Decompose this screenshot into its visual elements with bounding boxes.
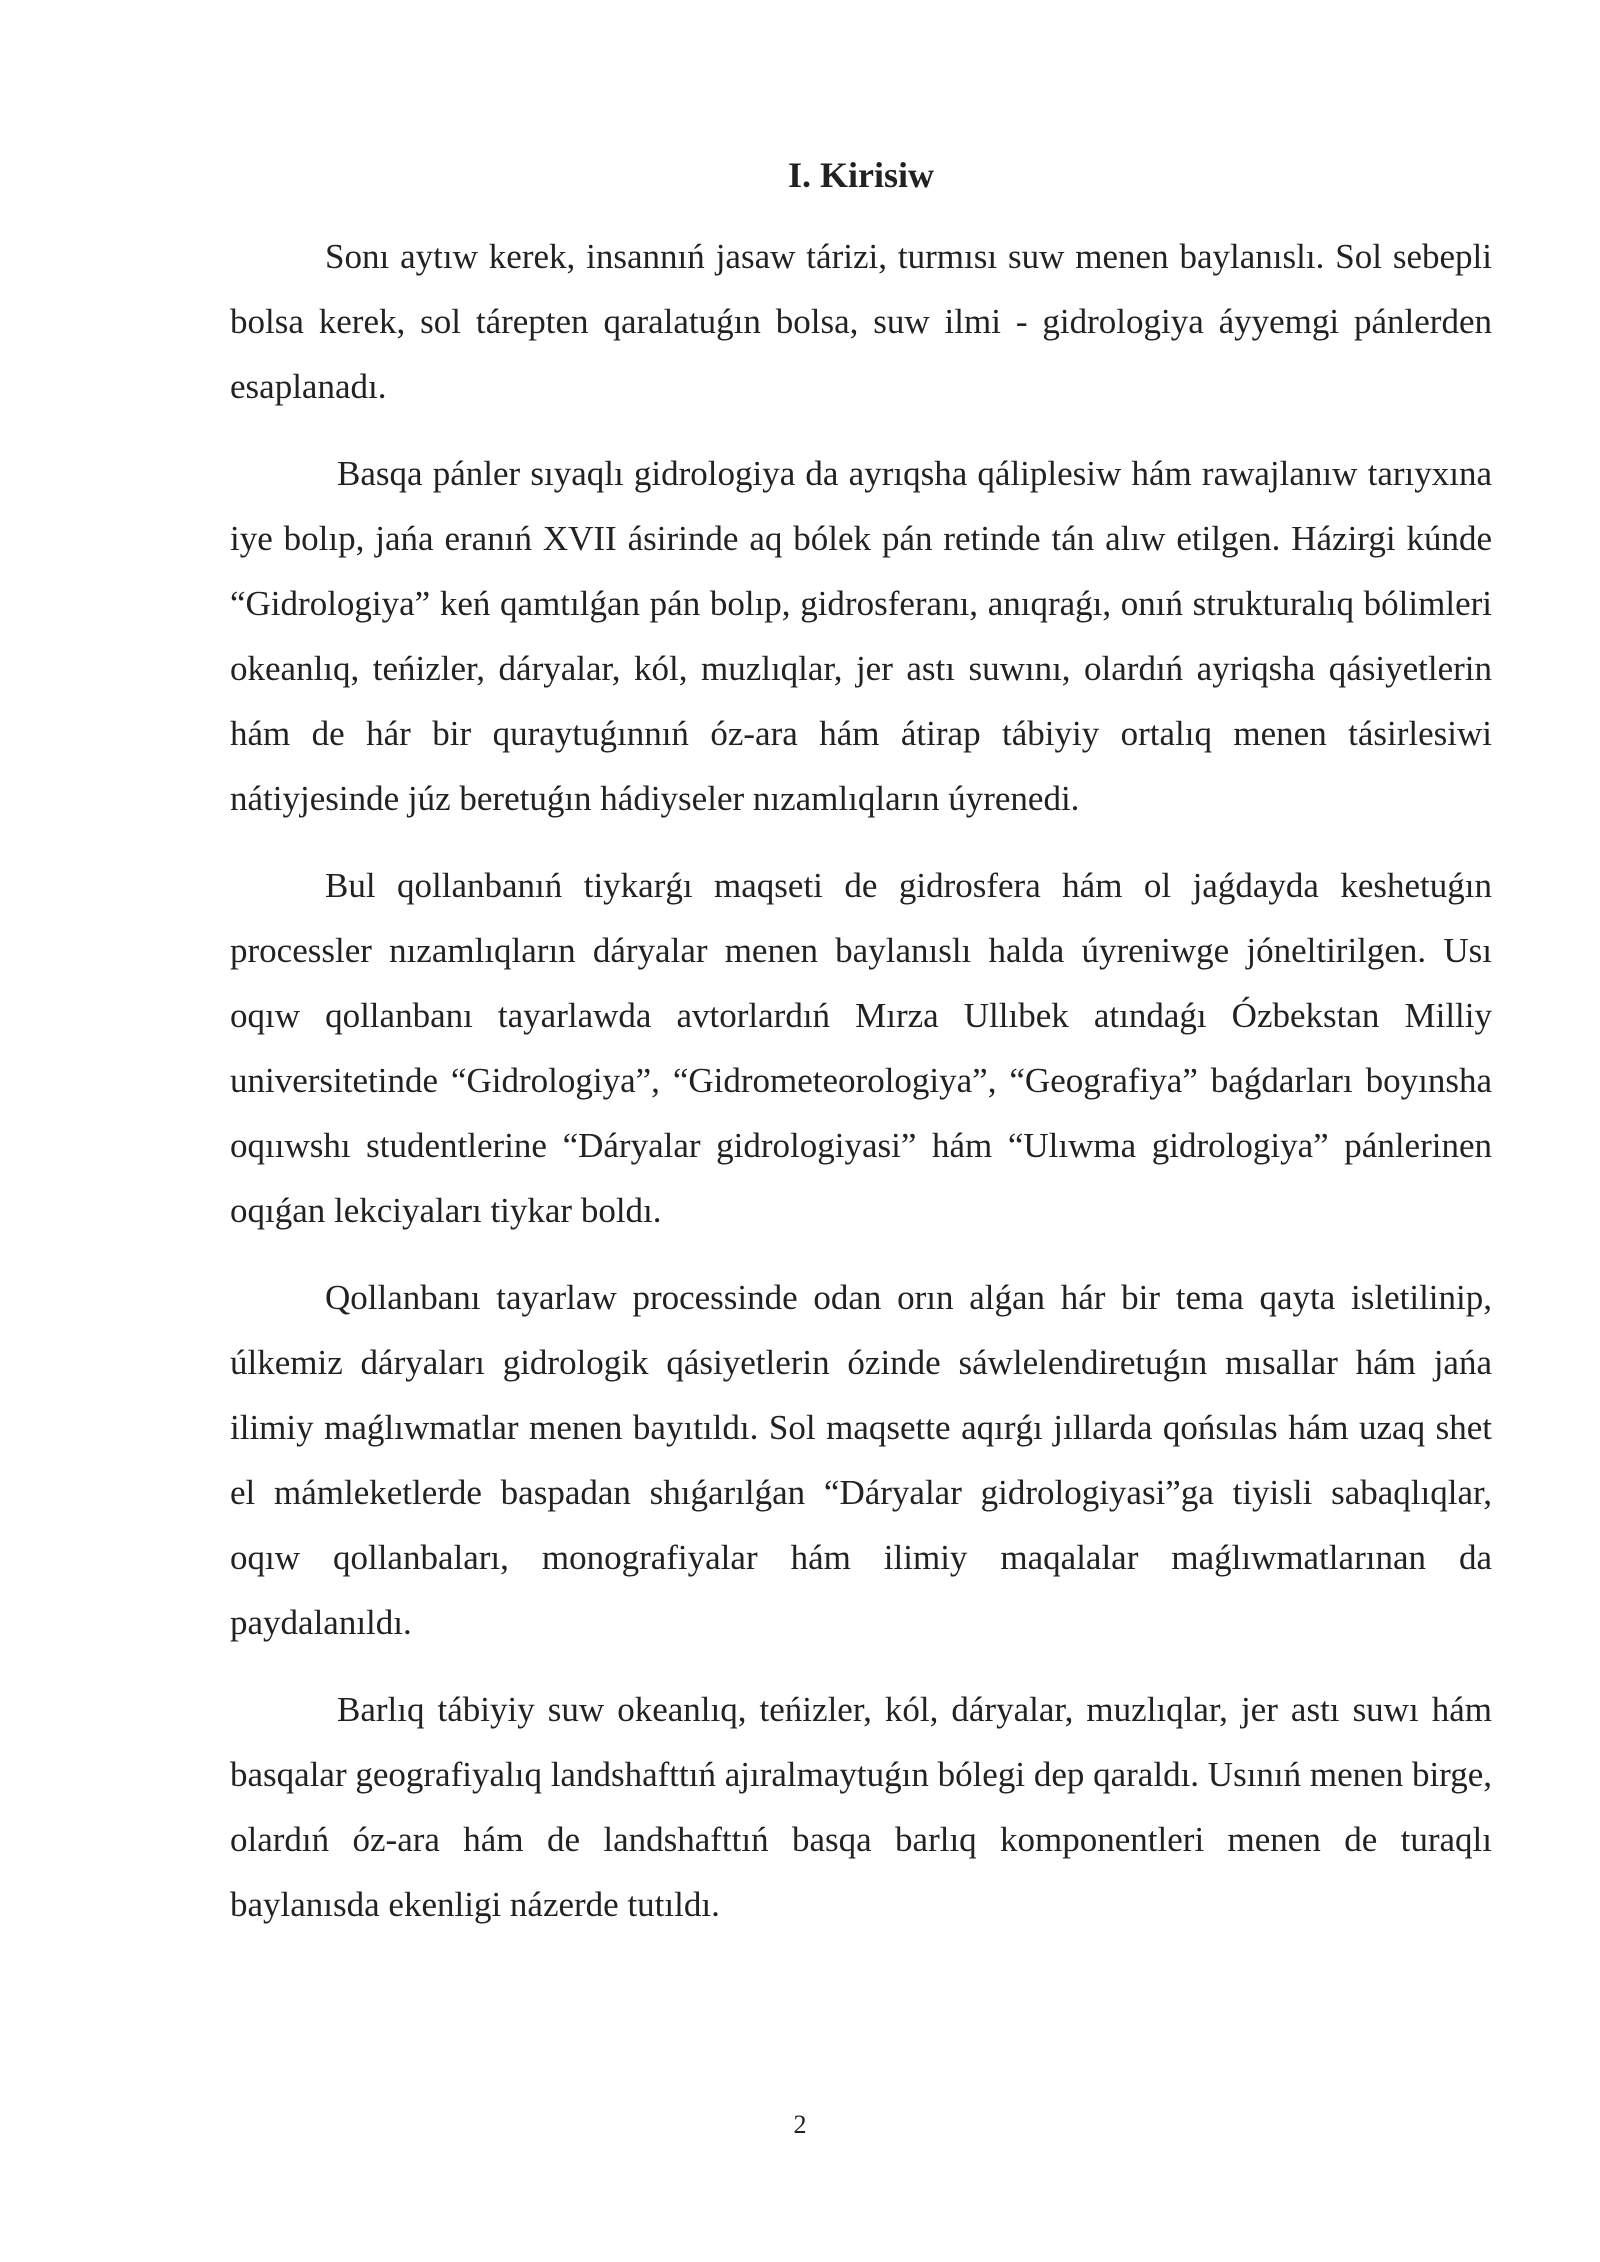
paragraph-4: Qollanbanı tayarlaw processinde odan orın alǵan hár bir tema qayta isletilinip, úlkemiz dáryaları gidrologik qásiyetlerin ózinde sáwlelendiretuǵın mısallar hám jańa ilimiy maǵlıwmatlar menen bayıtıldı. Sol maqsette aqırǵı jıllarda qońsılas hám uzaq shet el mámleketlerde baspadan shıǵarılǵan “Dáryalar gidrologiyasi”ga tiyisli sabaqlıqlar, oqıw qollanbaları, monografiyalar hám ilimiy maqalalar maǵlıwmatlarınan da paydalanıldı.	[230, 1278, 1492, 1642]
paragraph-1: Sonı aytıw kerek, insannıń jasaw tárizi, turmısı suw menen baylanıslı. Sol sebepli bolsa kerek, sol tárepten qaralatuǵın bolsa, suw ilmi - gidrologiya áyyemgi pánlerden esaplanadı.	[230, 237, 1492, 406]
paragraph-5: Barlıq tábiyiy suw okeanlıq, teńizler, kól, dáryalar, muzlıqlar, jer astı suwı hám basqalar geografiyalıq landshafttıń ajıralmaytuǵın bólegi dep qaraldı. Usınıń menen birge, olardıń óz-ara hám de landshafttıń basqa barlıq komponentleri menen de turaqlı baylanısda ekenligi názerde tutıldı.	[230, 1690, 1492, 1924]
page-content	[230, 150, 1492, 1959]
section-heading: I. Kirisiw	[787, 155, 934, 195]
paragraph-2: Basqa pánler sıyaqlı gidrologiya da ayrıqsha qáliplesiw hám rawajlanıw tarıyxına iye bolıp, jańa eranıń XVII ásirinde aq bólek pán retinde tán alıw etilgen. Házirgi kúnde “Gidrologiya” keń qamtılǵan pán bolıp, gidrosferanı, anıqraǵı, onıń strukturalıq bólimleri okeanlıq, teńizler, dáryalar, kól, muzlıqlar, jer astı suwını, olardıń ayriqsha qásiyetlerin hám de hár bir quraytuǵınnıń óz-ara hám átirap tábiyiy ortalıq menen tásirlesiwi nátiyjesinde júz beretuǵın hádiyseler nızamlıqların úyrenedi.	[230, 454, 1492, 818]
page-number: 2	[793, 2110, 807, 2139]
paragraph-3: Bul qollanbanıń tiykarǵı maqseti de gidrosfera hám ol jaǵdayda keshetuǵın processler nızamlıqların dáryalar menen baylanıslı halda úyreniwge jóneltirilgen. Usı oqıw qollanbanı tayarlawda avtorlardıń Mırza Ullıbek atındaǵı Ózbekstan Milliy universitetinde “Gidrologiya”, “Gidrometeorologiya”, “Geografiya” baǵdarları boyınsha oqııwshı studentlerine “Dáryalar gidrologiyasi” hám “Ulıwma gidrologiya” pánlerinen oqıǵan lekciyaları tiykar boldı.	[230, 866, 1492, 1230]
